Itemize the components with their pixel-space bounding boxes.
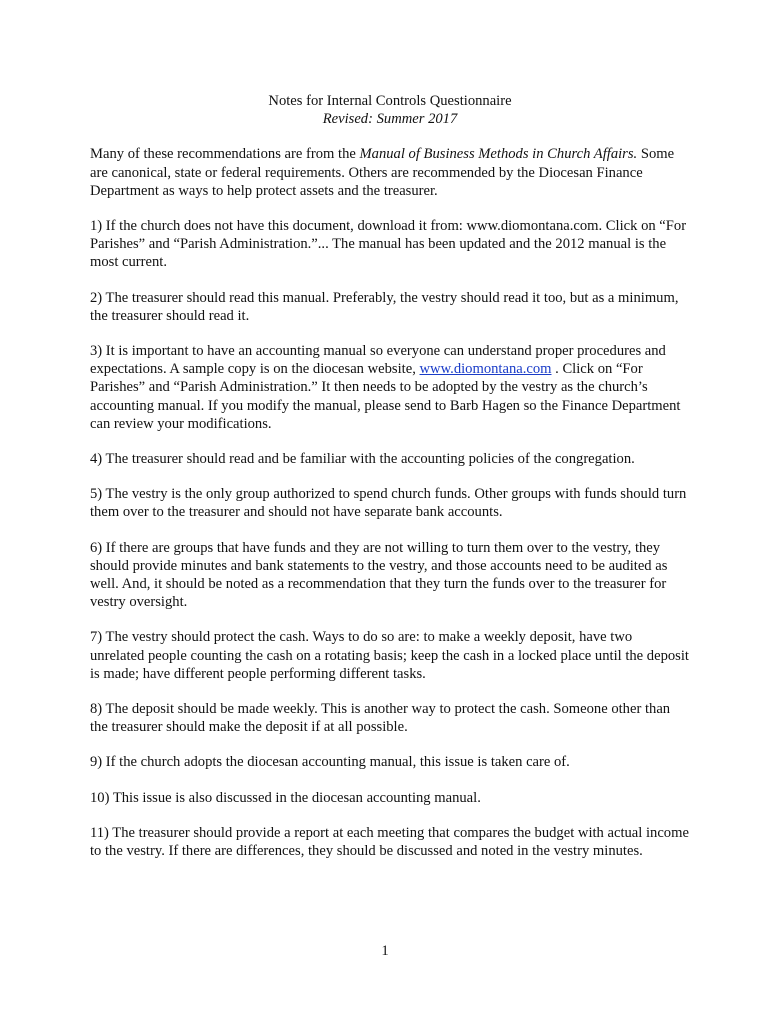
item-3 — [90, 342, 690, 433]
item-1: 1) If the church does not have this document, download it from: www.diomontana.com. Click on “For Parishes” and “Parish Administration.”... The manual has been updated and the 2012 manual is the most current. — [90, 218, 687, 271]
item-4: 4) The treasurer should read and be familiar with the accounting policies of the congregation. — [90, 451, 635, 468]
page-number: 1 — [381, 943, 389, 959]
item-11: 11) The treasurer should provide a report at each meeting that compares the budget with actual income to the vestry. If there are differences, they should be discussed and noted in the vestry minutes. — [90, 824, 689, 860]
manual-title: Manual of Business Methods in Church Affairs. — [359, 146, 638, 163]
item-10: 10) This issue is also discussed in the diocesan accounting manual. — [90, 789, 481, 806]
item-7: 7) The vestry should protect the cash. Ways to do so are: to make a weekly deposit, have two unrelated people counting the cash on a rotating basis; keep the cash in a locked place until the deposit is made; have different people performing different tasks. — [90, 629, 689, 682]
intro-text-after: Some are canonical, state or federal requirements. Others are recommended by the Diocesan Finance Department as ways to help protect assets and the treasurer. — [90, 146, 675, 199]
item-9: 9) If the church adopts the diocesan accounting manual, this issue is taken care of. — [90, 754, 570, 771]
document-subtitle: Revised: Summer 2017 — [322, 111, 458, 128]
intro-paragraph — [90, 145, 690, 200]
item-3-text-before: 3) It is important to have an accounting manual so everyone can understand proper procedures and expectations. A sample copy is on the diocesan website, — [90, 343, 666, 378]
item-2: 2) The treasurer should read this manual. Preferably, the vestry should read it too, but as a minimum, the treasurer should read it. — [90, 289, 679, 324]
item-5: 5) The vestry is the only group authorized to spend church funds. Other groups with funds should turn them over to the treasurer and should not have separate bank accounts. — [90, 486, 687, 521]
item-3-text-after: . Click on “For Parishes” and “Parish Administration.” It then needs to be adopted by the vestry as the church’s accounting manual. If you modify the manual, please send to Barb Hagen so the Finance Department can review your modifications. — [90, 361, 681, 432]
item-8: 8) The deposit should be made weekly. This is another way to protect the cash. Someone other than the treasurer should make the deposit if at all possible. — [90, 701, 671, 736]
diocesan-website-link[interactable]: www.diomontana.com — [419, 361, 552, 378]
item-6: 6) If there are groups that have funds and they are not willing to turn them over to the vestry, they should provide minutes and bank statements to the vestry, and those accounts need to be audited as well. And, it should be noted as a recommendation that they turn the funds over to the treasurer for vestry oversight. — [90, 539, 668, 611]
document-title: Notes for Internal Controls Questionnaire — [268, 93, 512, 109]
document-body — [90, 92, 690, 877]
intro-text-before: Many of these recommendations are from the — [90, 146, 360, 163]
